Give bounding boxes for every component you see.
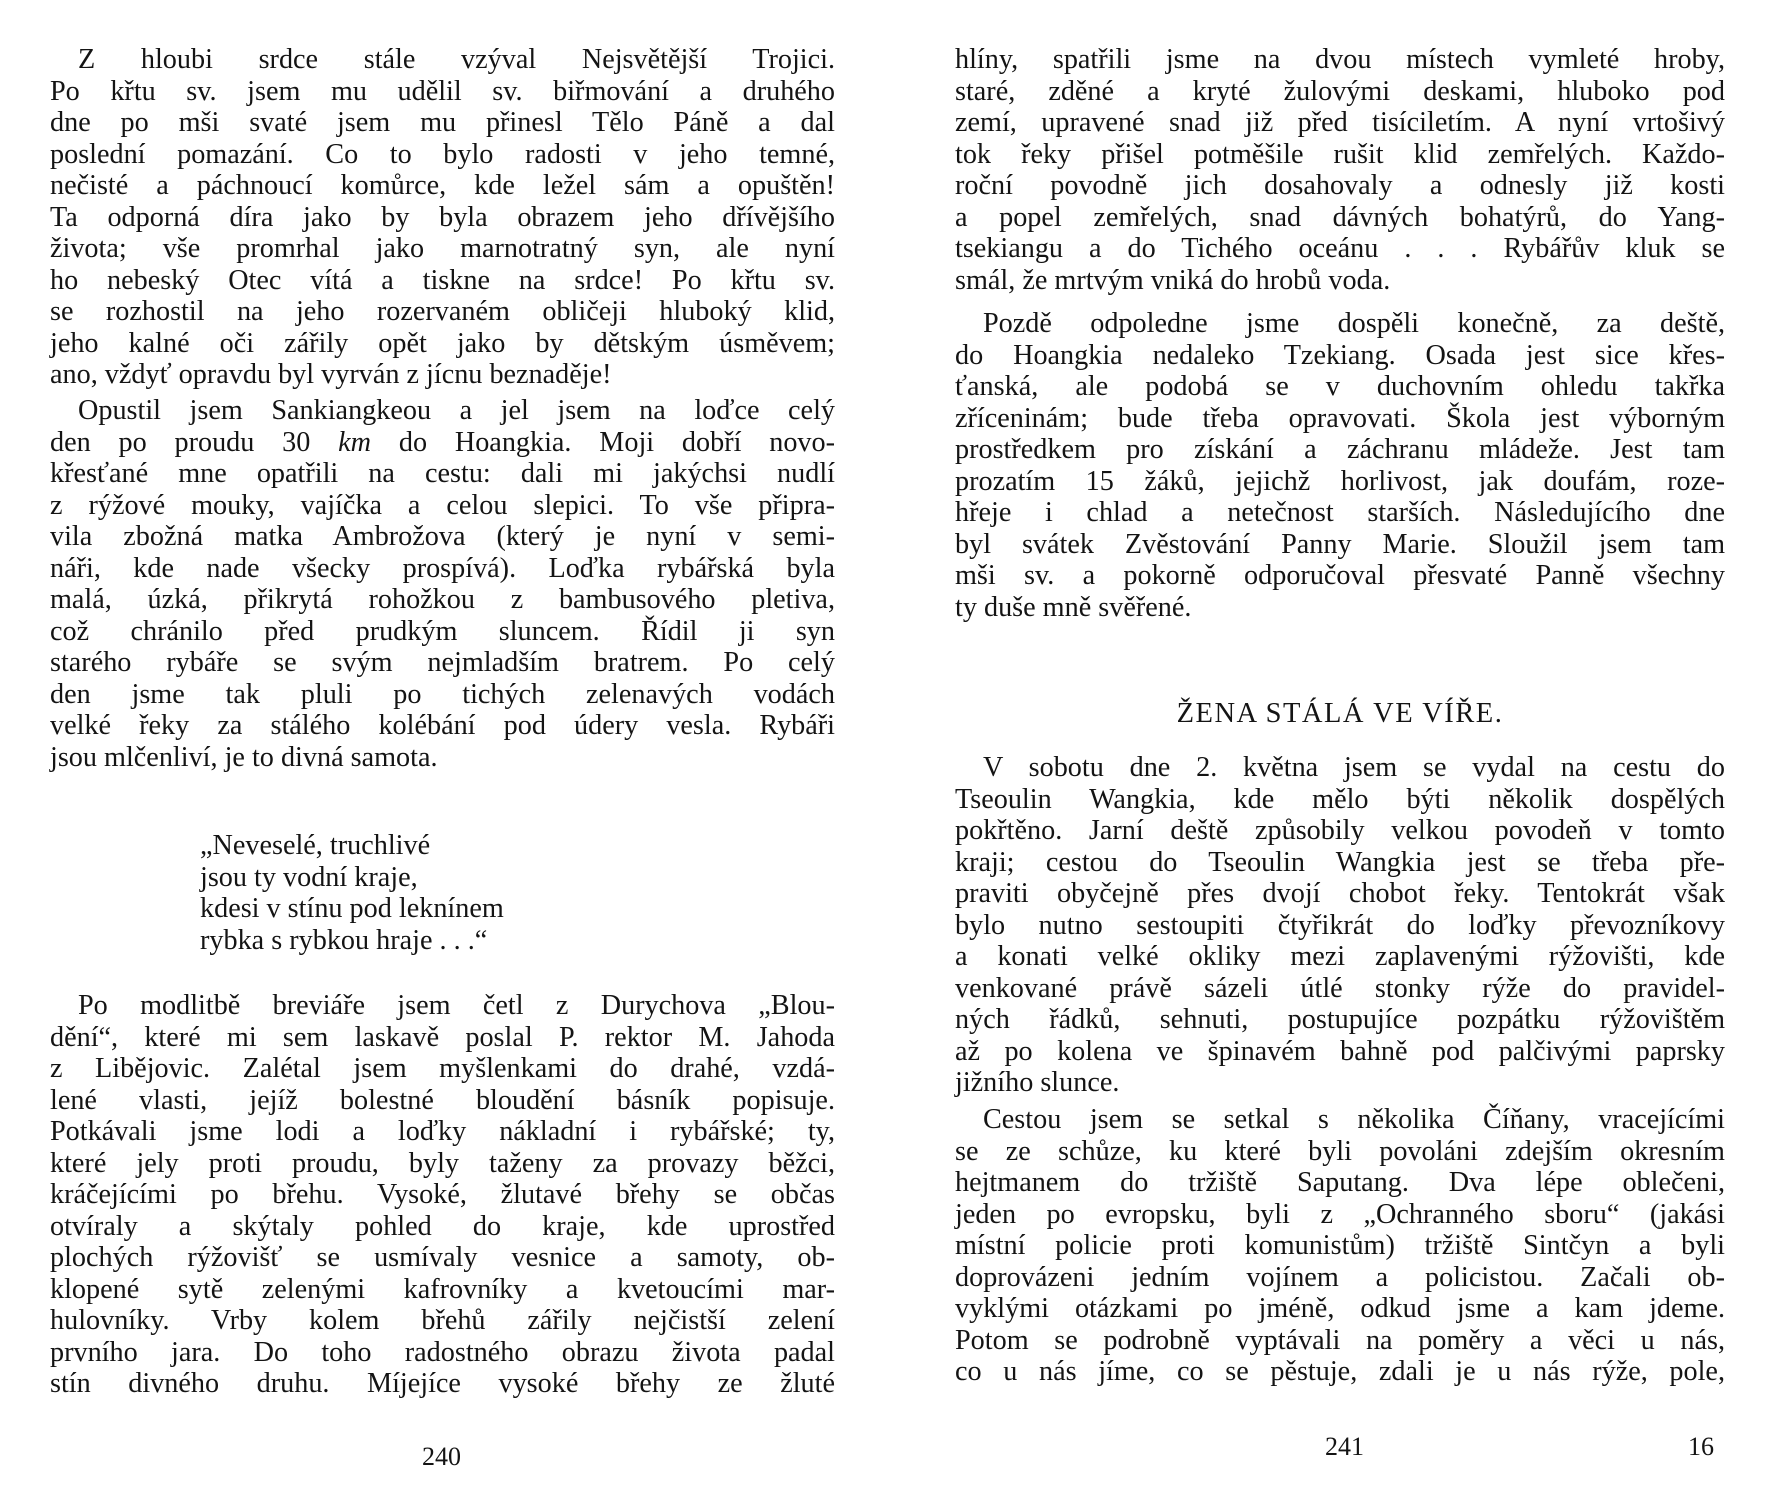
text-line: Cestou jsem se setkal s několika Číňany, vracejícími xyxy=(983,1104,1725,1135)
text-line: Po křtu sv. jsem mu udělil sv. biřmování a druhého xyxy=(50,75,835,107)
right-paragraph-4 xyxy=(955,1104,1725,1388)
text-line: až po kolena ve špinavém bahně pod palčivými paprsky xyxy=(955,1035,1725,1067)
text-line: roční povodně jich dosahovaly a odnesly již kosti xyxy=(955,170,1725,201)
text-line: náři, kde nade všecky prospívá). Loďka rybářská byla xyxy=(50,552,835,584)
left-paragraph-3 xyxy=(50,990,835,1400)
text-line: poslední pomazání. Co to bylo radosti v jeho temné, xyxy=(50,138,835,170)
text-line: křesťané mne opatřili na cestu: dali mi jakýchsi nudlí xyxy=(50,458,835,489)
km-unit: km xyxy=(338,426,372,458)
right-paragraph-2 xyxy=(955,308,1725,623)
text-line: hřeje i chlad a netečnost starších. Následujícího dne xyxy=(955,497,1725,528)
text-line: starého rybáře se svým nejmladším bratrem. Po celý xyxy=(50,647,835,678)
text-line: stín divného druhu. Míjejíce vysoké břehy ze žluté xyxy=(50,1368,835,1399)
text-line: ty duše mně svěřené. xyxy=(955,591,1192,623)
text-line: jižního slunce. xyxy=(955,1067,1120,1098)
text-line: doprovázeni jedním vojínem a policistou. Začali ob- xyxy=(955,1261,1725,1293)
poem-line: „Neveselé, truchlivé xyxy=(200,830,431,861)
text-line: Tseoulin Wangkia, kde mělo býti několik dospělých xyxy=(955,783,1725,815)
text-line: V sobotu dne 2. května jsem se vydal na cestu do xyxy=(983,752,1725,783)
text-line-with-unit xyxy=(50,427,835,459)
text-line: pokřtěno. Jarní deště způsobily velkou povodeň v tomto xyxy=(955,815,1725,846)
left-paragraph-2 xyxy=(50,395,835,773)
text-line: den jsme tak pluli po tichých zelenavých vodách xyxy=(50,678,835,710)
text-line: co u nás jíme, co se pěstuje, zdali je u nás rýže, pole, xyxy=(955,1356,1725,1387)
text-line: hejtmanem do tržiště Saputang. Dva lépe oblečeni, xyxy=(955,1167,1725,1198)
text-line: plochých rýžovišť se usmívaly vesnice a samoty, ob- xyxy=(50,1242,835,1273)
text-line: života; vše promrhal jako marnotratný syn, ale nyní xyxy=(50,233,835,264)
text-line: místní policie proti komunistům) tržiště Sintčyn a byli xyxy=(955,1230,1725,1261)
text-line: hulovníky. Vrby kolem břehů zářily nejčistší zelení xyxy=(50,1305,835,1336)
poem-line: rybka s rybkou hraje . . .“ xyxy=(200,924,488,956)
text-line: staré, zděné a kryté žulovými deskami, hluboko pod xyxy=(955,75,1725,107)
poem xyxy=(200,830,504,956)
text-line: nečisté a páchnoucí komůrce, kde ležel sám a opuštěn! xyxy=(50,170,835,201)
text-line: které jely proti proudu, byly taženy za provazy běžci, xyxy=(50,1147,835,1179)
text-line: ano, vždyť opravdu byl vyrván z jícnu beznaděje! xyxy=(50,359,612,390)
text-line: zemí, upravené snad již před tisíciletím. A nyní vrtošivý xyxy=(955,107,1725,138)
text-line: tsekiangu a do Tichého oceánu . . . Rybářův kluk se xyxy=(955,233,1725,264)
text-line: z Libějovic. Zalétal jsem myšlenkami do drahé, vzdá- xyxy=(50,1053,835,1084)
text-line: mši sv. a pokorně odporučoval přesvaté Panně všechny xyxy=(955,560,1725,591)
text-line: Po modlitbě breviáře jsem četl z Durychova „Blou- xyxy=(78,990,835,1021)
text-line: se ze schůze, ku které byli povoláni zdejším okresním xyxy=(955,1135,1725,1167)
text-line: ných řádků, sehnuti, postupujíce pozpátku rýžovištěm xyxy=(955,1004,1725,1035)
text-line: prvního jara. Do toho radostného obrazu života padal xyxy=(50,1336,835,1368)
text-line: Pozdě odpoledne jsme dospěli konečně, za deště, xyxy=(983,308,1725,339)
text-line: malá, úzká, přikrytá rohožkou z bambusového pletiva, xyxy=(50,584,835,615)
text-line: Ta odporná díra jako by byla obrazem jeho dřívějšího xyxy=(50,201,835,233)
text-line: vila zbožná matka Ambrožova (který je nyní v semi- xyxy=(50,521,835,552)
text-line: do Hoangkia. Moji dobří novo- xyxy=(371,426,835,458)
poem-line: kdesi v stínu pod leknínem xyxy=(200,893,504,924)
page-number-left: 240 xyxy=(422,1442,461,1471)
text-line: lené vlasti, jejíž bolestné bloudění básník popisuje. xyxy=(50,1084,835,1116)
text-line: ho nebeský Otec vítá a tiskne na srdce! Po křtu sv. xyxy=(50,264,835,296)
left-paragraph-1 xyxy=(50,44,835,391)
text-line: kráčejícími po břehu. Vysoké, žlutavé břehy se občas xyxy=(50,1179,835,1210)
text-line: jeden po evropsku, byli z „Ochranného sboru“ (jakási xyxy=(955,1198,1725,1230)
right-paragraph-3 xyxy=(955,752,1725,1099)
right-paragraph-1 xyxy=(955,44,1725,296)
text-line: jeho kalné oči zářily opět jako by dětským úsměvem; xyxy=(50,327,835,359)
text-line: tok řeky přišel potměšile rušit klid zemřelých. Každo- xyxy=(955,138,1725,170)
text-line: byl svátek Zvěstování Panny Marie. Sloužil jsem tam xyxy=(955,528,1725,560)
text-line: otvíraly a skýtaly pohled do kraje, kde uprostřed xyxy=(50,1210,835,1242)
text-line: klopené sytě zelenými kafrovníky a kvetoucími mar- xyxy=(50,1273,835,1305)
text-line: Opustil jsem Sankiangkeou a jel jsem na loďce celý xyxy=(78,395,835,426)
text-line: prostředkem pro získání a záchranu mládeže. Jest tam xyxy=(955,434,1725,465)
text-line: do Hoangkia nedaleko Tzekiang. Osada jest sice křes- xyxy=(955,339,1725,371)
text-line: Potom se podrobně vyptávali na poměry a věci u nás, xyxy=(955,1324,1725,1356)
text-line: vyklými otázkami po jméně, odkud jsme a kam jdeme. xyxy=(955,1293,1725,1324)
text-line: smál, že mrtvým vniká do hrobů voda. xyxy=(955,264,1391,296)
poem-line: jsou ty vodní kraje, xyxy=(200,861,418,893)
text-line: což chránilo před prudkým sluncem. Řídil ji syn xyxy=(50,615,835,647)
text-line: velké řeky za stálého kolébání pod údery vesla. Rybáři xyxy=(50,710,835,741)
signature-mark: 16 xyxy=(1688,1432,1714,1461)
text-line: den po proudu 30 xyxy=(50,426,339,458)
text-line: hlíny, spatřili jsme na dvou místech vymleté hroby, xyxy=(955,44,1725,75)
section-heading: ŽENA STÁLÁ VE VÍŘE. xyxy=(1176,698,1504,729)
text-line: venkované právě sázeli útlé stonky rýže do pravidel- xyxy=(955,972,1725,1004)
text-line: se rozhostil na jeho rozervaném obličeji hluboký klid, xyxy=(50,296,835,327)
text-line: kraji; cestou do Tseoulin Wangkia jest se třeba pře- xyxy=(955,846,1725,878)
text-line: a popel zemřelých, snad dávných bohatýrů, do Yang- xyxy=(955,201,1725,233)
text-line: jsou mlčenliví, je to divná samota. xyxy=(50,741,438,773)
page-number-right: 241 xyxy=(1325,1432,1364,1461)
text-line: bylo nutno sestoupiti čtyřikrát do loďky převozníkovy xyxy=(955,909,1725,941)
text-line: ťanská, ale podobá se v duchovním ohledu takřka xyxy=(955,371,1725,402)
text-line: zříceninám; bude třeba opravovati. Škola jest výborným xyxy=(955,402,1725,434)
text-line: a konati velké okliky mezi zaplavenými rýžovišti, kde xyxy=(955,941,1725,972)
text-line: Potkávali jsme lodi a loďky nákladní i rybářské; ty, xyxy=(50,1116,835,1147)
text-line: z rýžové mouky, vajíčka a celou slepici. To vše připra- xyxy=(50,489,835,521)
text-line: prozatím 15 žáků, jejichž horlivost, jak doufám, roze- xyxy=(955,465,1725,497)
text-line: Z hloubi srdce stále vzýval Nejsvětější Trojici. xyxy=(78,44,835,75)
text-line: praviti obyčejně přes dvojí chobot řeky. Tentokrát však xyxy=(955,878,1725,909)
text-line: dění“, které mi sem laskavě poslal P. rektor M. Jahoda xyxy=(50,1021,835,1053)
text-line: dne po mši svaté jsem mu přinesl Tělo Páně a dal xyxy=(50,107,835,138)
